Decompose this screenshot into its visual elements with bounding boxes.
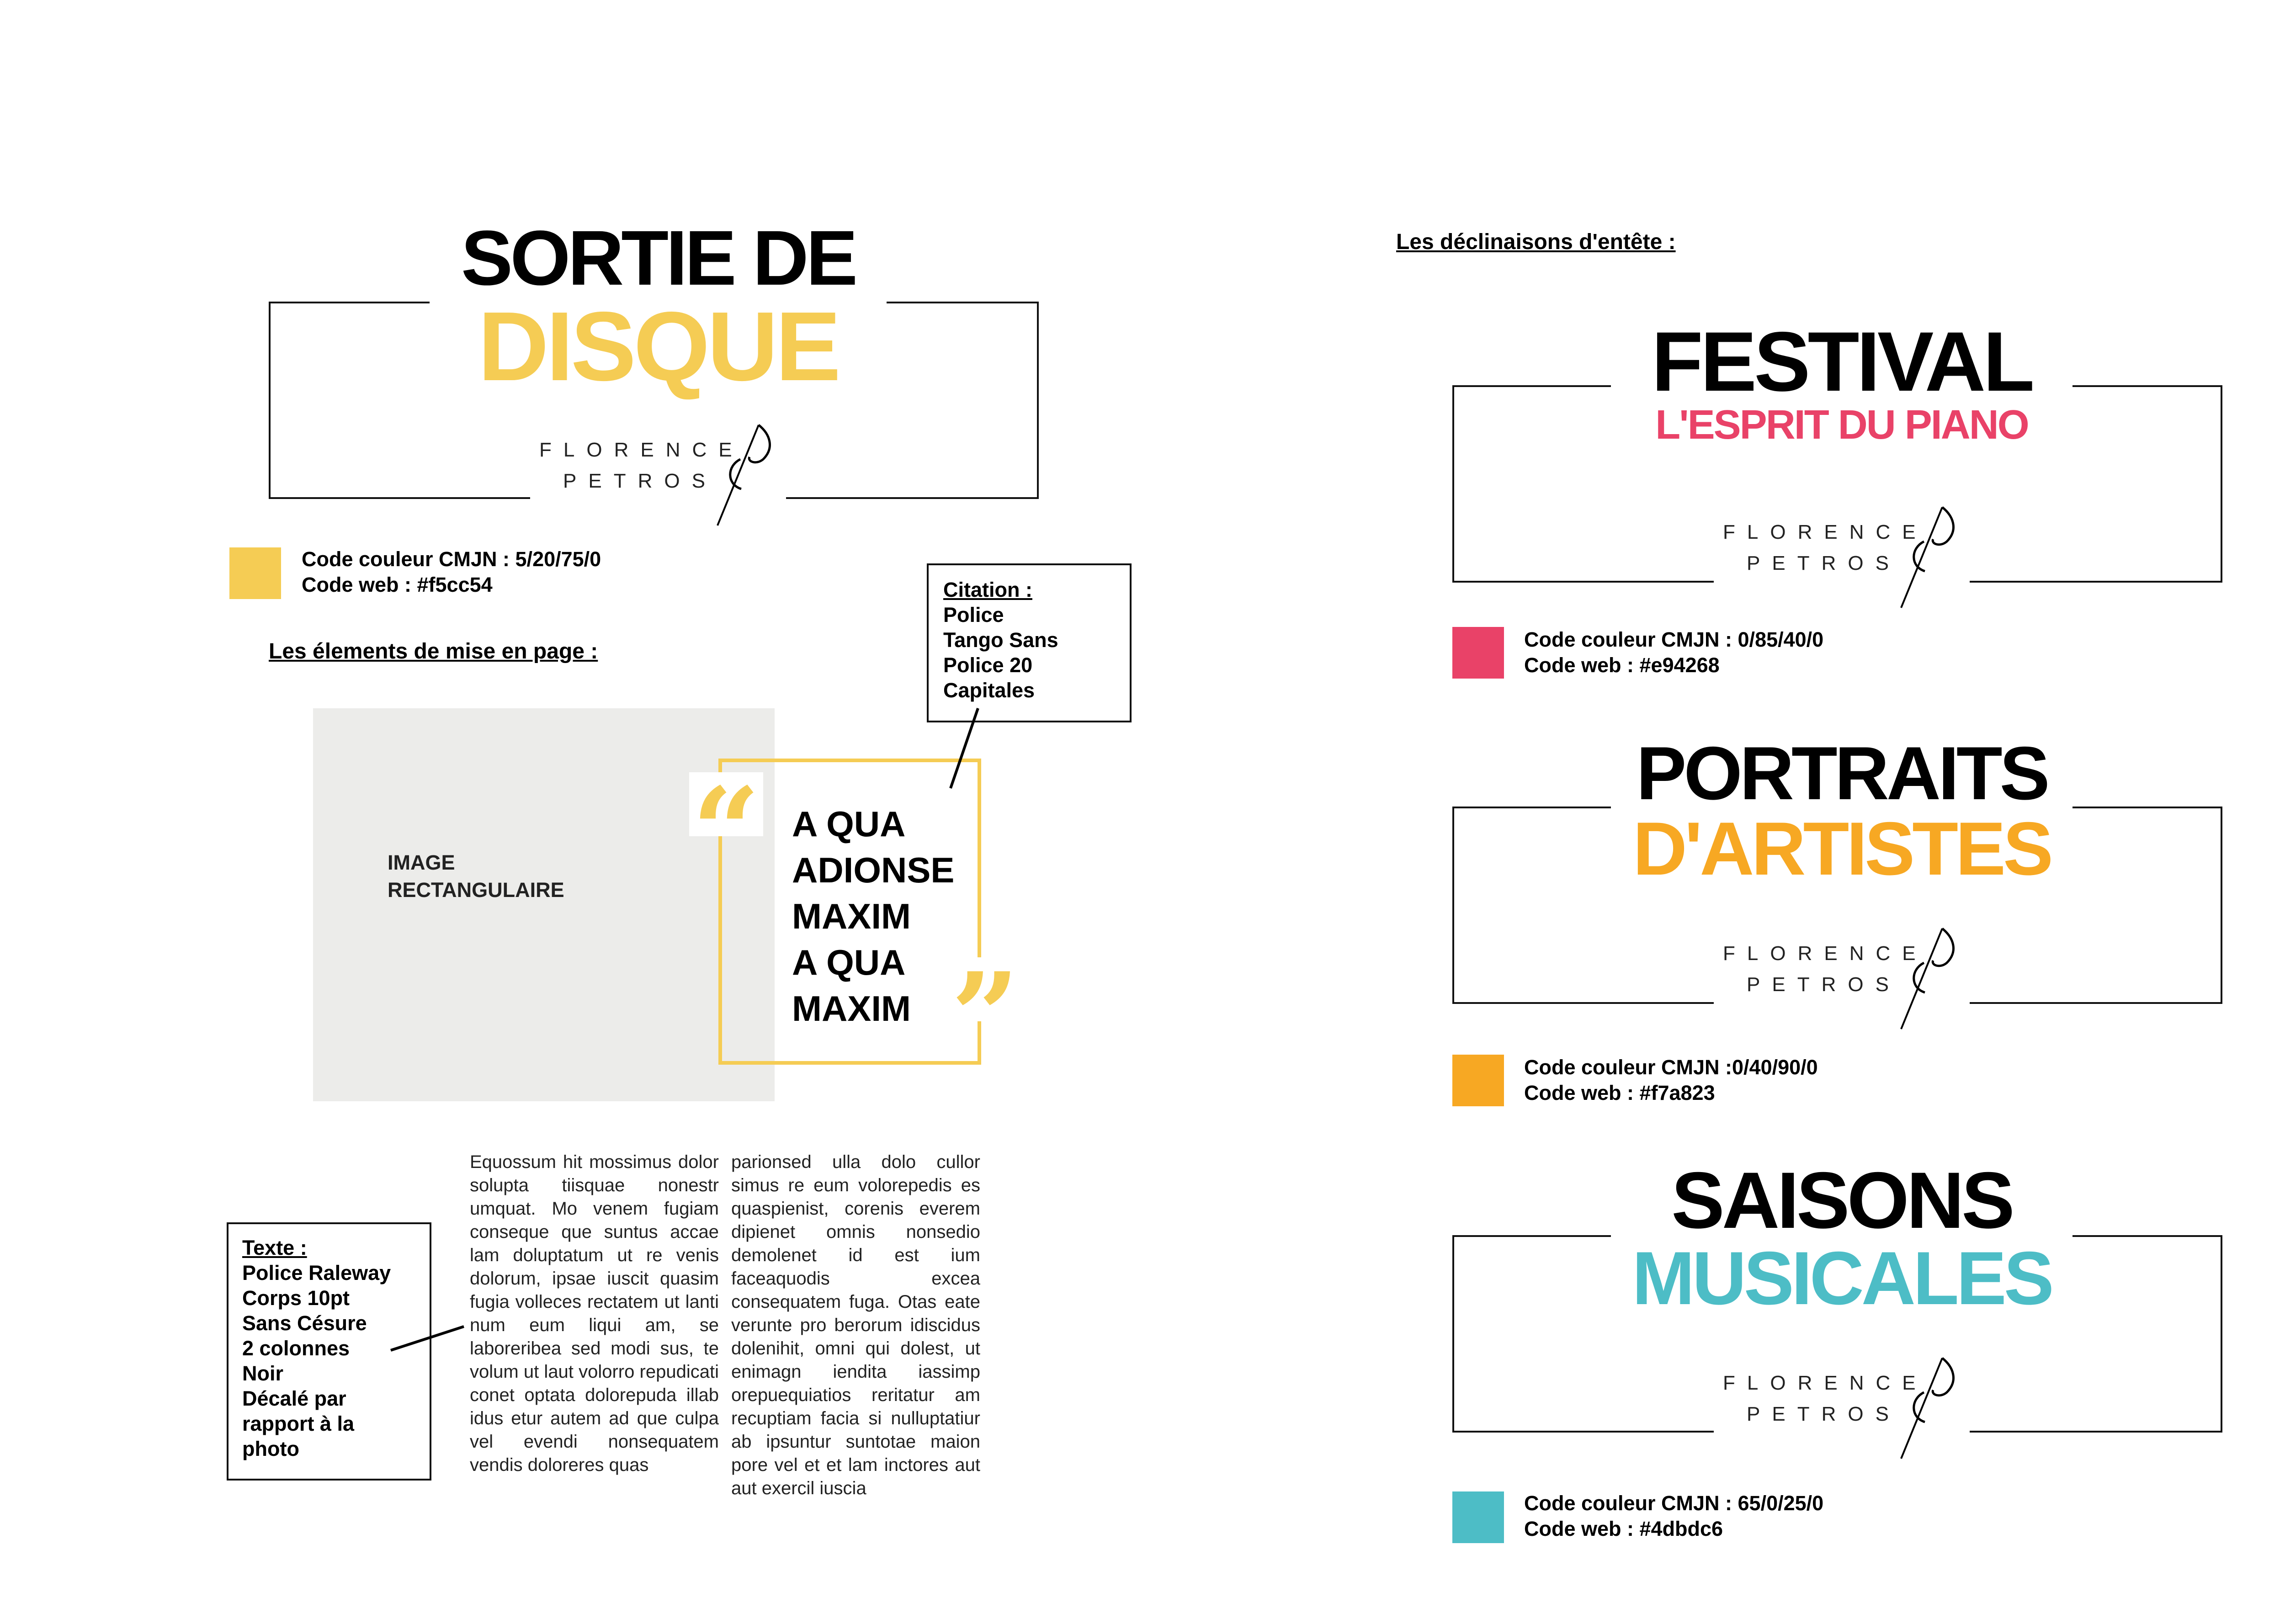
text-note-line: 2 colonnes [242, 1337, 350, 1360]
logo-line2: PETROS [563, 470, 717, 492]
logo-line2: PETROS [1747, 1403, 1901, 1425]
citation-note-line: Police 20 [943, 653, 1033, 677]
sortie-title-line1: SORTIE DE [461, 215, 856, 302]
text-column-1: Equossum hit mossimus dolor solupta tiisquae nonestr umquat. Mo venem fugiam conseque que suntus accae lam doluptatum ut re venis dolorum, ipsae iuscit quasim fugia volleces rectatem ut lanti num eum liqui am, se laboreribea sed modi sus, te volum ut laut volorro repudicati conet optata dolorepuda illab idus etur autem ad que culpa vel evendi nonsequatem vendis doloreres quas [470, 1152, 719, 1475]
saisons-title-line1: SAISONS [1671, 1156, 2012, 1245]
color-swatch-orange [1452, 1055, 1504, 1106]
citation-note-line: Capitales [943, 679, 1035, 702]
text-note-line: Sans Césure [242, 1311, 367, 1335]
close-quote-icon: ” [948, 957, 1022, 1021]
text-note-title: Texte : [242, 1236, 307, 1259]
citation-connector-line [941, 708, 983, 791]
layout-elements-title: Les élements de mise en page : [269, 639, 598, 663]
text-note-line: Police Raleway [242, 1261, 391, 1284]
text-column-2: parionsed ulla dolo cullor simus re eum volorepedis es quaspienist, corenis everem dipienet omnis nonsedio demolenet id est ium faceaquodis excea consequatem fuga. Otas eate verunte pro berorum idiscidus dolenihit, omni qui dolest, ut enimagn iendita iassimp orepuequiatios reritatur am recuptiam facia si nulluptatiur ab ipsuntur suntotae maion pore vel et et lam inctores aut aut exercil iuscia [731, 1152, 980, 1498]
saisons-title-line2: MUSICALES [1632, 1236, 2051, 1320]
citation-note-line: Police [943, 603, 1004, 626]
festival-title-line1: FESTIVAL [1651, 315, 2032, 409]
sortie-title-line2: DISQUE [478, 291, 839, 401]
quote-line: A QUA [792, 942, 906, 982]
logo-line1: FLORENCE [1723, 942, 1928, 965]
logo-line2: PETROS [1747, 552, 1901, 574]
sortie-logo [530, 416, 786, 530]
logo-line1: FLORENCE [1723, 1372, 1928, 1394]
saisons-logo [1714, 1349, 1970, 1463]
header-variants-title: Les déclinaisons d'entête : [1396, 230, 1676, 254]
music-note-icon [1897, 498, 1970, 612]
text-note-line: photo [242, 1437, 299, 1460]
web-code: Code web : #f7a823 [1524, 1081, 1715, 1104]
color-swatch-pink [1452, 627, 1504, 679]
sortie-header-title [430, 215, 887, 401]
text-note-line: Corps 10pt [242, 1286, 350, 1310]
open-quote-icon: “ [689, 772, 763, 836]
cmjn-code: Code couleur CMJN : 65/0/25/0 [1524, 1491, 1824, 1515]
festival-title-line2: L'ESPRIT DU PIANO [1655, 402, 2028, 448]
quote-text [792, 801, 954, 1032]
text-note-line: Noir [242, 1362, 283, 1385]
cmjn-code: Code couleur CMJN : 0/85/40/0 [1524, 628, 1824, 651]
music-note-icon [1897, 919, 1970, 1034]
portraits-title-line2: D'ARTISTES [1632, 807, 2051, 891]
cmjn-code: Code couleur CMJN :0/40/90/0 [1524, 1056, 1818, 1079]
festival-header-title [1611, 315, 2072, 448]
image-label-line1: IMAGE [388, 851, 455, 874]
web-code: Code web : #e94268 [1524, 653, 1720, 677]
portraits-logo [1714, 919, 1970, 1034]
citation-note [927, 563, 1132, 722]
cmjn-code: Code couleur CMJN : 5/20/75/0 [302, 547, 601, 571]
web-code: Code web : #4dbdc6 [1524, 1517, 1723, 1540]
quote-line: ADIONSE [792, 850, 955, 890]
festival-logo [1714, 498, 1970, 612]
text-connector-line [388, 1323, 466, 1355]
color-swatch-yellow [229, 547, 281, 599]
image-label-line2: RECTANGULAIRE [388, 878, 564, 902]
music-note-icon [1897, 1349, 1970, 1463]
logo-line1: FLORENCE [1723, 521, 1928, 543]
text-note-line: rapport à la [242, 1412, 355, 1435]
portraits-title-line1: PORTRAITS [1636, 731, 2047, 815]
quote-line: MAXIM [792, 988, 911, 1029]
portraits-header-title [1611, 731, 2072, 891]
color-swatch-teal [1452, 1491, 1504, 1543]
quote-line: MAXIM [792, 896, 911, 936]
quote-line: A QUA [792, 804, 906, 844]
text-note-line: Décalé par [242, 1387, 346, 1410]
web-code: Code web : #f5cc54 [302, 573, 493, 596]
citation-note-title: Citation : [943, 578, 1032, 601]
music-note-icon [713, 416, 786, 530]
saisons-header-title [1611, 1156, 2072, 1320]
citation-note-line: Tango Sans [943, 628, 1058, 652]
logo-line2: PETROS [1747, 973, 1901, 996]
logo-line1: FLORENCE [539, 439, 744, 461]
